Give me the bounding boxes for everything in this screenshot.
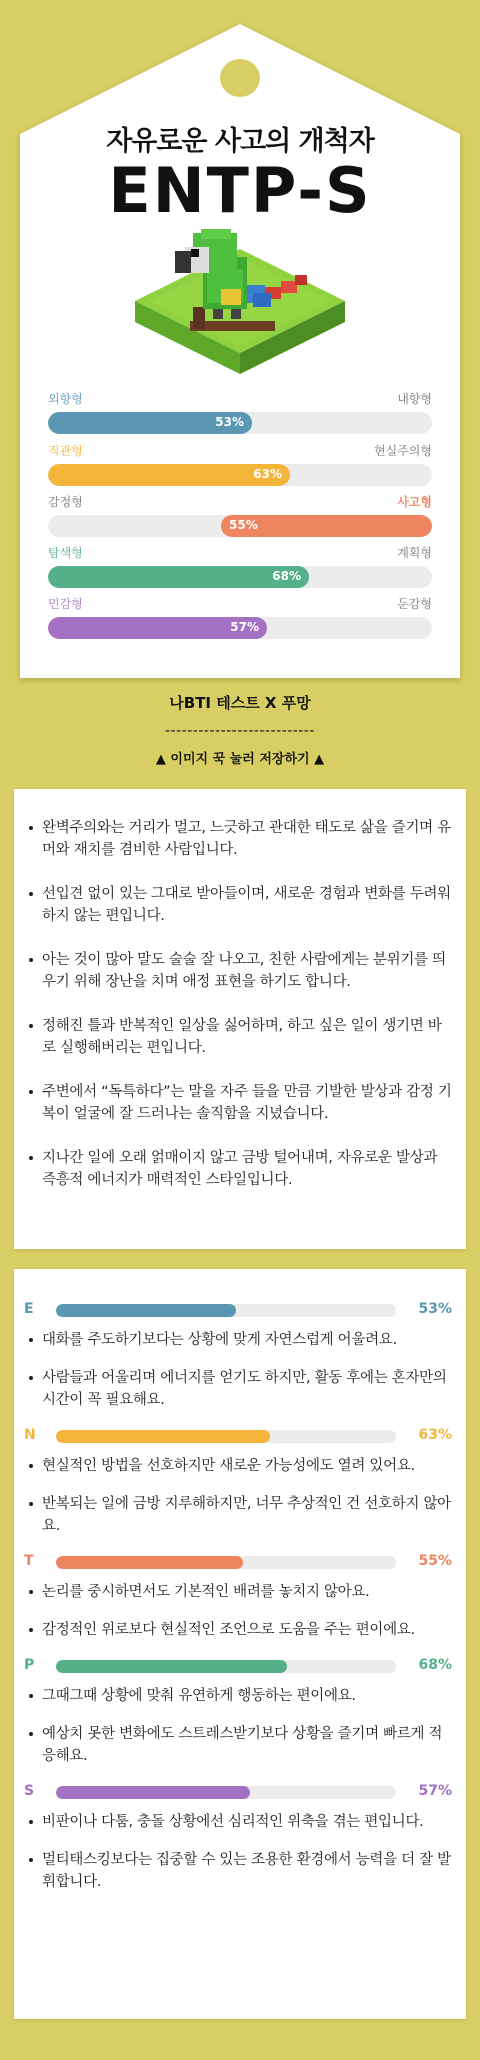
scale-fill — [48, 464, 290, 486]
divider-dashes: --------------------------- — [165, 723, 315, 739]
dimension-row-e — [24, 1301, 452, 1319]
scale-left-label: 민감형 — [48, 597, 83, 611]
save-image-hint: ▲ 이미지 꾹 눌러 저장하기 ▲ — [155, 752, 325, 767]
scale-right-label: 내향형 — [397, 392, 432, 406]
scale-left-label: 탐색형 — [48, 546, 83, 560]
result-subtitle: 자유로운 사고의 개척자 — [106, 126, 374, 157]
parrot-mascot-illustration — [135, 229, 345, 374]
list-item: 멀티태스킹보다는 집중할 수 있는 조용한 환경에서 능력을 더 잘 발휘합니다. — [28, 1849, 452, 1893]
dimension-track — [56, 1786, 396, 1799]
dimension-fill — [56, 1660, 287, 1673]
dimension-track — [56, 1556, 396, 1569]
scale-intuition — [48, 442, 432, 486]
list-item: 대화를 주도하기보다는 상황에 맞게 자연스럽게 어울려요. — [28, 1329, 452, 1351]
dimension-bullets-s — [24, 1811, 452, 1893]
dimension-letter: S — [24, 1783, 35, 1799]
scale-right-label: 현실주의형 — [374, 444, 432, 458]
scale-left-label: 직관형 — [48, 444, 83, 458]
list-item: 예상치 못한 변화에도 스트레스받기보다 상황을 즐기며 빠르게 적응해요. — [28, 1723, 452, 1767]
scale-right-label: 둔감형 — [397, 597, 432, 611]
credit-text: 나BTI 테스트 X 푸망 — [169, 694, 311, 712]
list-item: 현실적인 방법을 선호하지만 새로운 가능성에도 열려 있어요. — [28, 1455, 452, 1477]
dimension-track — [56, 1304, 396, 1317]
dimension-percent: 63% — [418, 1427, 452, 1443]
dimension-fill — [56, 1786, 250, 1799]
dimension-fill — [56, 1430, 270, 1443]
scale-percent: 68% — [272, 569, 301, 583]
scale-track — [48, 617, 432, 639]
dimension-track — [56, 1660, 396, 1673]
dimension-detail-card — [14, 1269, 466, 2019]
dimension-row-t — [24, 1553, 452, 1571]
scale-right-label: 계획형 — [397, 546, 432, 560]
scale-percent: 63% — [253, 467, 282, 481]
scale-right-label: 사고형 — [397, 495, 432, 509]
dimension-row-p — [24, 1657, 452, 1675]
dimension-bullets-n — [24, 1455, 452, 1537]
dimension-row-s — [24, 1783, 452, 1801]
list-item: 주변에서 “독특하다”는 말을 자주 들을 만큼 기발한 발상과 감정 기복이 얼굴에 잘 드러나는 솔직함을 지녔습니다. — [28, 1081, 452, 1125]
dimension-percent: 55% — [418, 1553, 452, 1569]
list-item: 선입견 없이 있는 그대로 받아들이며, 새로운 경험과 변화를 두려워하지 않는 편입니다. — [28, 883, 452, 927]
scale-thinking — [48, 493, 432, 537]
scale-left-label: 감정형 — [48, 495, 83, 509]
list-item: 정해진 틀과 반복적인 일상을 싫어하며, 하고 싶은 일이 생기면 바로 실행해버리는 편입니다. — [28, 1015, 452, 1059]
list-item: 완벽주의와는 거리가 멀고, 느긋하고 관대한 태도로 삶을 즐기며 유머와 재치를 겸비한 사람입니다. — [28, 817, 452, 861]
scale-track — [48, 412, 432, 434]
dimension-bullets-t — [24, 1581, 452, 1641]
scale-left-label: 외향형 — [48, 392, 83, 406]
description-card — [14, 789, 466, 1249]
dimension-percent: 57% — [418, 1783, 452, 1799]
list-item: 사람들과 어울리며 에너지를 얻기도 하지만, 활동 후에는 혼자만의 시간이 꼭 필요해요. — [28, 1367, 452, 1411]
scale-track — [48, 566, 432, 588]
scale-fill — [48, 412, 252, 434]
dimension-percent: 68% — [418, 1657, 452, 1673]
dimension-row-n — [24, 1427, 452, 1445]
dimension-bullets-e — [24, 1329, 452, 1411]
scale-track — [48, 464, 432, 486]
dimension-bullets-p — [24, 1685, 452, 1767]
list-item: 아는 것이 많아 말도 술술 잘 나오고, 친한 사람에게는 분위기를 띄우기 위해 장난을 치며 애정 표현을 하기도 합니다. — [28, 949, 452, 993]
dimension-percent: 53% — [418, 1301, 452, 1317]
dimension-letter: E — [24, 1301, 34, 1317]
dimension-letter: N — [24, 1427, 36, 1443]
scale-extraversion — [48, 390, 432, 434]
scale-percent: 55% — [229, 518, 258, 532]
scale-percent: 57% — [230, 620, 259, 634]
result-tag — [20, 24, 460, 678]
dimension-track — [56, 1430, 396, 1443]
dimension-letter: T — [24, 1553, 34, 1569]
scale-fill — [221, 515, 432, 537]
scale-track — [48, 515, 432, 537]
dimension-fill — [56, 1556, 243, 1569]
scale-fill — [48, 566, 309, 588]
list-item: 비판이나 다툼, 충돌 상황에선 심리적인 위축을 겪는 편입니다. — [28, 1811, 452, 1833]
list-item: 감정적인 위로보다 현실적인 조언으로 도움을 주는 편이에요. — [28, 1619, 452, 1641]
scale-percent: 53% — [215, 415, 244, 429]
result-type-code: ENTP-S — [108, 154, 372, 227]
dimension-letter: P — [24, 1657, 35, 1673]
description-list — [28, 817, 452, 1191]
tag-hole — [220, 59, 260, 97]
list-item: 논리를 중시하면서도 기본적인 배려를 놓치지 않아요. — [28, 1581, 452, 1603]
list-item: 지나간 일에 오래 얽매이지 않고 금방 털어내며, 자유로운 발상과 즉흥적 에너지가 매력적인 스타일입니다. — [28, 1147, 452, 1191]
scale-sensitive — [48, 595, 432, 639]
scale-fill — [48, 617, 267, 639]
scale-perceiving — [48, 544, 432, 588]
dimension-fill — [56, 1304, 236, 1317]
list-item: 그때그때 상황에 맞춰 유연하게 행동하는 편이에요. — [28, 1685, 452, 1707]
list-item: 반복되는 일에 금방 지루해하지만, 너무 추상적인 건 선호하지 않아요. — [28, 1493, 452, 1537]
